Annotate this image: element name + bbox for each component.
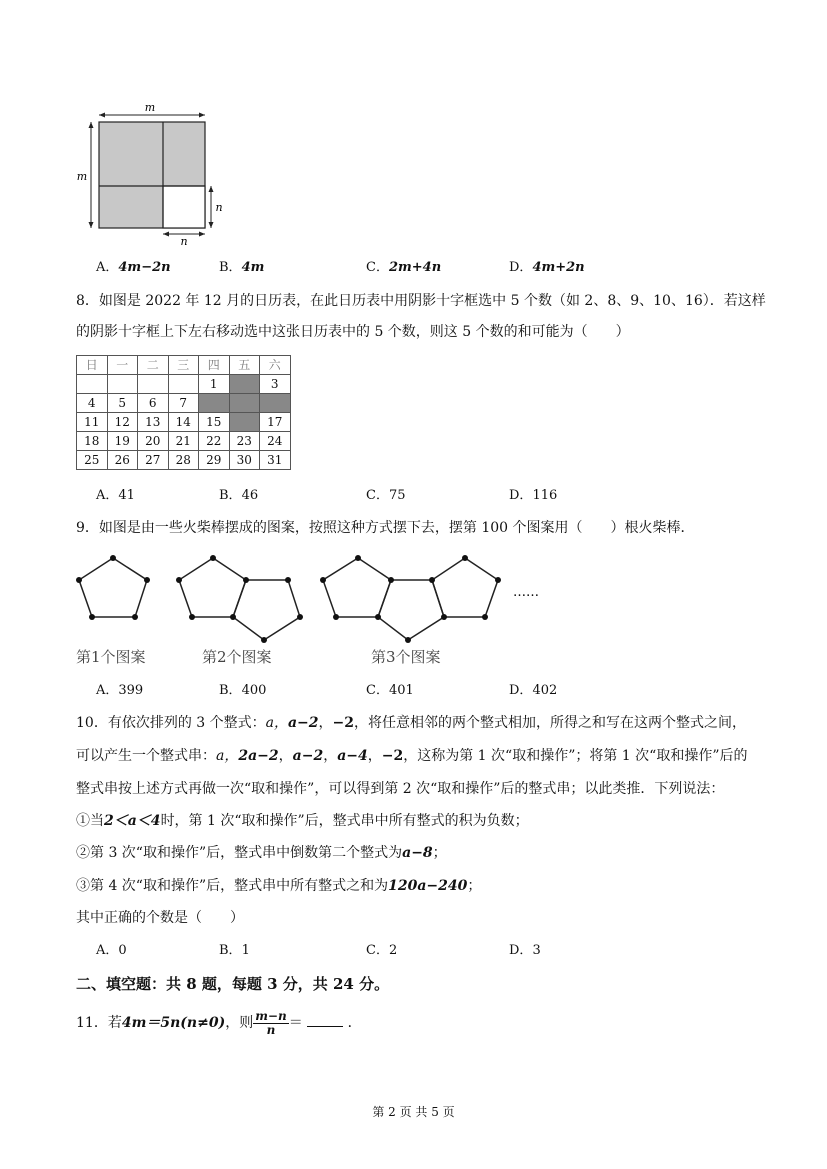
- calendar-cell: 24: [260, 432, 291, 451]
- calendar-cell: 12: [107, 413, 138, 432]
- calendar-cell: 11: [77, 413, 108, 432]
- calendar-cell: 22: [199, 432, 230, 451]
- calendar-cell: 29: [199, 451, 230, 470]
- calendar-row: [77, 451, 291, 470]
- q8-stem-line1: 8．如图是 2022 年 12 月的日历表，在此日历表中用阴影十字框选中 5 个数（如 2、8、9、10、16）．若这样: [76, 293, 766, 309]
- q11-stem: 11．若4m＝5n(n≠0)，则 $\frac{m-n}{n}$ ＝ ．: [76, 1008, 362, 1037]
- calendar-cell-shaded: [199, 394, 230, 413]
- q9-option-c[interactable]: C．401: [366, 683, 414, 698]
- q10-option-c[interactable]: C．2: [366, 943, 398, 958]
- calendar-header-cell: 四: [199, 356, 230, 375]
- calendar-cell: 25: [77, 451, 108, 470]
- calendar-cell-shaded: [229, 375, 260, 394]
- calendar-header-row: [77, 356, 291, 375]
- q7-label-n-bottom: n: [180, 235, 188, 248]
- calendar-cell: 1: [199, 375, 230, 394]
- calendar-cell: 6: [138, 394, 169, 413]
- q7-label-m-left: m: [76, 170, 88, 183]
- calendar-header-cell: 一: [107, 356, 138, 375]
- calendar-header-cell: 二: [138, 356, 169, 375]
- q7-label-n-right: n: [215, 201, 223, 214]
- calendar-header-cell: 日: [77, 356, 108, 375]
- q10-option-d[interactable]: D．3: [509, 943, 541, 958]
- pentagon-3c: [432, 558, 498, 617]
- calendar-cell: [168, 375, 199, 394]
- calendar-cell: 28: [168, 451, 199, 470]
- calendar-cell: 18: [77, 432, 108, 451]
- q10-question: 其中正确的个数是（ ）: [76, 910, 244, 926]
- q9-stem: 9．如图是由一些火柴棒摆成的图案，按照这种方式摆下去，摆第 100 个图案用（ ）根火柴棒．: [76, 520, 695, 536]
- q9-option-d[interactable]: D．402: [509, 683, 558, 698]
- calendar-row: [77, 375, 291, 394]
- q7-option-b[interactable]: B．4m: [219, 260, 265, 275]
- calendar-cell: 21: [168, 432, 199, 451]
- calendar-cell: 20: [138, 432, 169, 451]
- pentagon-2b: [233, 580, 300, 640]
- q11-answer-blank[interactable]: [307, 1012, 343, 1027]
- calendar-cell: 27: [138, 451, 169, 470]
- calendar-cell: 3: [260, 375, 291, 394]
- calendar-row: [77, 394, 291, 413]
- q8-option-c[interactable]: C．75: [366, 488, 406, 503]
- q7-option-d[interactable]: D．4m+2n: [509, 260, 585, 275]
- calendar-header-cell: 五: [229, 356, 260, 375]
- q10-option-b[interactable]: B．1: [219, 943, 250, 958]
- q10-option-a[interactable]: A．0: [96, 943, 127, 958]
- calendar-cell: 23: [229, 432, 260, 451]
- q9-ellipsis: ……: [513, 585, 539, 600]
- q7-option-c[interactable]: C．2m+4n: [366, 260, 442, 275]
- q8-option-d[interactable]: D．116: [509, 488, 558, 503]
- q8-option-b[interactable]: B．46: [219, 488, 259, 503]
- calendar-cell: 15: [199, 413, 230, 432]
- q7-label-m-top: m: [144, 101, 156, 114]
- q9-caption-2: 第2个图案: [202, 648, 272, 666]
- q8-calendar-table: [76, 355, 291, 470]
- q9-caption-3: 第3个图案: [371, 648, 441, 666]
- q9-option-b[interactable]: B．400: [219, 683, 267, 698]
- section-2-heading: 二、填空题：共 8 题，每题 3 分，共 24 分。: [76, 975, 390, 993]
- calendar-cell-shaded: [229, 413, 260, 432]
- page-footer: 第 2 页 共 5 页: [372, 1105, 455, 1119]
- q10-stem-line2: 可以产生一个整式串：a，2a−2，a−2，a−4，−2，这称为第 1 次“取和操作”；将第 1 次“取和操作”后的: [76, 748, 748, 764]
- q7-square-figure: [74, 100, 224, 250]
- q10-statement-2: ②第 3 次“取和操作”后，整式串中倒数第二个整式为a−8；: [76, 845, 447, 861]
- pentagon-3b: [378, 580, 444, 640]
- calendar-cell: 7: [168, 394, 199, 413]
- q11-fraction: $\frac{m-n}{n}$: [255, 1008, 287, 1037]
- calendar-row: [77, 413, 291, 432]
- q10-stem-line1: 10．有依次排列的 3 个整式：a，a−2，−2，将任意相邻的两个整式相加，所得之和写在这两个整式之间，: [76, 715, 747, 731]
- q8-option-a[interactable]: A．41: [96, 488, 135, 503]
- q9-option-a[interactable]: A．399: [96, 683, 144, 698]
- calendar-cell: 30: [229, 451, 260, 470]
- q10-stem-line3: 整式串按上述方式再做一次“取和操作”，可以得到第 2 次“取和操作”后的整式串；以此类推．下列说法：: [76, 781, 725, 797]
- calendar-cell: 17: [260, 413, 291, 432]
- calendar-cell: 31: [260, 451, 291, 470]
- calendar-cell-shaded: [229, 394, 260, 413]
- q8-stem-line2: 的阴影十字框上下左右移动选中这张日历表中的 5 个数，则这 5 个数的和可能为（ ）: [76, 324, 630, 340]
- calendar-cell: 4: [77, 394, 108, 413]
- calendar-row: [77, 432, 291, 451]
- q10-statement-3: ③第 4 次“取和操作”后，整式串中所有整式之和为120a−240；: [76, 878, 482, 894]
- calendar-cell: 19: [107, 432, 138, 451]
- calendar-cell: 14: [168, 413, 199, 432]
- calendar-cell: [77, 375, 108, 394]
- calendar-header-cell: 三: [168, 356, 199, 375]
- q10-statement-1: ①当2＜a＜4时，第 1 次“取和操作”后，整式串中所有整式的积为负数；: [76, 813, 529, 829]
- calendar-cell: 26: [107, 451, 138, 470]
- calendar-cell: 5: [107, 394, 138, 413]
- q9-caption-1: 第1个图案: [76, 648, 146, 666]
- pentagon-1: [79, 558, 147, 617]
- calendar-cell: [107, 375, 138, 394]
- calendar-cell: [138, 375, 169, 394]
- q7-option-a[interactable]: A．4m−2n: [96, 260, 171, 275]
- calendar-cell-shaded: [260, 394, 291, 413]
- calendar-header-cell: 六: [260, 356, 291, 375]
- calendar-cell: 13: [138, 413, 169, 432]
